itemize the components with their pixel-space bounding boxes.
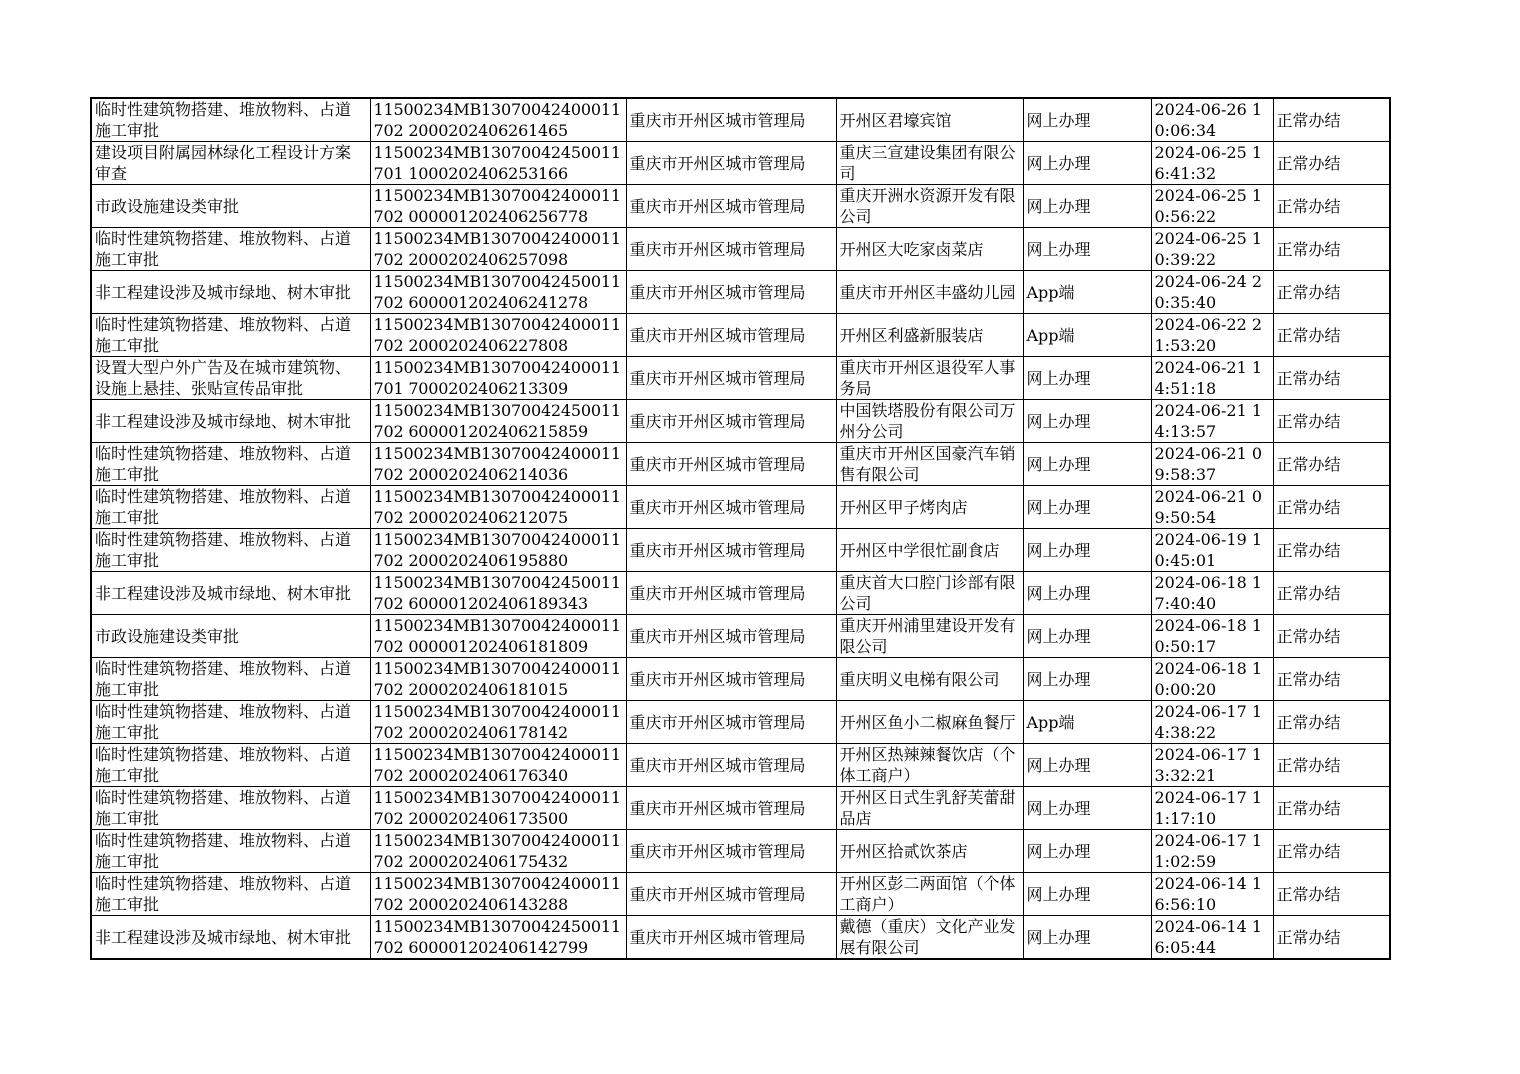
table-row — [91, 142, 1390, 185]
cell-case-number: 11500234MB13070042400011702 2000202406176340 — [370, 744, 626, 787]
cell-channel: 网上办理 — [1023, 228, 1151, 271]
table-row — [91, 314, 1390, 357]
cell-approval-item: 临时性建筑物搭建、堆放物料、占道施工审批 — [91, 443, 370, 486]
cell-status: 正常办结 — [1273, 701, 1390, 744]
cell-case-number: 11500234MB13070042400011702 2000202406181015 — [370, 658, 626, 701]
table-row — [91, 271, 1390, 314]
cell-applicant: 重庆市开州区国豪汽车销售有限公司 — [836, 443, 1023, 486]
cell-applicant: 开州区彭二两面馆（个体工商户） — [836, 873, 1023, 916]
cell-applicant: 开州区君壕宾馆 — [836, 98, 1023, 142]
cell-approval-item: 临时性建筑物搭建、堆放物料、占道施工审批 — [91, 701, 370, 744]
cell-department: 重庆市开州区城市管理局 — [626, 744, 836, 787]
cell-approval-item: 市政设施建设类审批 — [91, 185, 370, 228]
cell-channel: 网上办理 — [1023, 400, 1151, 443]
cell-applicant: 重庆首大口腔门诊部有限公司 — [836, 572, 1023, 615]
records-table — [90, 97, 1391, 960]
cell-channel: App端 — [1023, 701, 1151, 744]
cell-department: 重庆市开州区城市管理局 — [626, 443, 836, 486]
cell-case-number: 11500234MB13070042450011702 600001202406142799 — [370, 916, 626, 960]
table-row — [91, 744, 1390, 787]
cell-case-number: 11500234MB13070042400011702 2000202406175432 — [370, 830, 626, 873]
cell-department: 重庆市开州区城市管理局 — [626, 830, 836, 873]
cell-completion-time: 2024-06-21 14:51:18 — [1151, 357, 1273, 400]
cell-approval-item: 临时性建筑物搭建、堆放物料、占道施工审批 — [91, 873, 370, 916]
cell-completion-time: 2024-06-25 10:39:22 — [1151, 228, 1273, 271]
cell-channel: 网上办理 — [1023, 787, 1151, 830]
cell-status: 正常办结 — [1273, 357, 1390, 400]
cell-completion-time: 2024-06-14 16:05:44 — [1151, 916, 1273, 960]
cell-applicant: 中国铁塔股份有限公司万州分公司 — [836, 400, 1023, 443]
table-row — [91, 873, 1390, 916]
cell-completion-time: 2024-06-21 09:50:54 — [1151, 486, 1273, 529]
cell-channel: App端 — [1023, 314, 1151, 357]
cell-department: 重庆市开州区城市管理局 — [626, 271, 836, 314]
table-row — [91, 357, 1390, 400]
cell-applicant: 重庆市开州区退役军人事务局 — [836, 357, 1023, 400]
records-table-body — [91, 98, 1390, 959]
cell-completion-time: 2024-06-19 10:45:01 — [1151, 529, 1273, 572]
cell-channel: 网上办理 — [1023, 185, 1151, 228]
cell-channel: 网上办理 — [1023, 916, 1151, 960]
cell-status: 正常办结 — [1273, 443, 1390, 486]
cell-status: 正常办结 — [1273, 271, 1390, 314]
cell-completion-time: 2024-06-25 10:56:22 — [1151, 185, 1273, 228]
cell-department: 重庆市开州区城市管理局 — [626, 185, 836, 228]
cell-channel: 网上办理 — [1023, 658, 1151, 701]
cell-department: 重庆市开州区城市管理局 — [626, 357, 836, 400]
cell-status: 正常办结 — [1273, 529, 1390, 572]
cell-completion-time: 2024-06-17 11:02:59 — [1151, 830, 1273, 873]
cell-applicant: 开州区中学很忙副食店 — [836, 529, 1023, 572]
cell-completion-time: 2024-06-14 16:56:10 — [1151, 873, 1273, 916]
table-row — [91, 572, 1390, 615]
cell-case-number: 11500234MB13070042400011702 000001202406256778 — [370, 185, 626, 228]
cell-approval-item: 非工程建设涉及城市绿地、树木审批 — [91, 400, 370, 443]
cell-channel: 网上办理 — [1023, 443, 1151, 486]
cell-applicant: 开州区大吃家卤菜店 — [836, 228, 1023, 271]
cell-approval-item: 临时性建筑物搭建、堆放物料、占道施工审批 — [91, 98, 370, 142]
cell-department: 重庆市开州区城市管理局 — [626, 787, 836, 830]
cell-status: 正常办结 — [1273, 98, 1390, 142]
cell-department: 重庆市开州区城市管理局 — [626, 228, 836, 271]
cell-completion-time: 2024-06-21 14:13:57 — [1151, 400, 1273, 443]
table-row — [91, 185, 1390, 228]
cell-completion-time: 2024-06-17 14:38:22 — [1151, 701, 1273, 744]
cell-completion-time: 2024-06-21 09:58:37 — [1151, 443, 1273, 486]
cell-status: 正常办结 — [1273, 916, 1390, 960]
cell-applicant: 开州区鱼小二椒麻鱼餐厅 — [836, 701, 1023, 744]
table-row — [91, 615, 1390, 658]
cell-approval-item: 临时性建筑物搭建、堆放物料、占道施工审批 — [91, 744, 370, 787]
cell-department: 重庆市开州区城市管理局 — [626, 400, 836, 443]
cell-status: 正常办结 — [1273, 572, 1390, 615]
cell-case-number: 11500234MB13070042450011702 600001202406189343 — [370, 572, 626, 615]
cell-case-number: 11500234MB13070042400011702 2000202406212075 — [370, 486, 626, 529]
cell-channel: 网上办理 — [1023, 830, 1151, 873]
cell-department: 重庆市开州区城市管理局 — [626, 142, 836, 185]
cell-applicant: 重庆开洲水资源开发有限公司 — [836, 185, 1023, 228]
cell-department: 重庆市开州区城市管理局 — [626, 314, 836, 357]
table-row — [91, 701, 1390, 744]
cell-status: 正常办结 — [1273, 486, 1390, 529]
cell-channel: 网上办理 — [1023, 98, 1151, 142]
table-row — [91, 830, 1390, 873]
cell-case-number: 11500234MB13070042400011702 2000202406227808 — [370, 314, 626, 357]
cell-channel: 网上办理 — [1023, 486, 1151, 529]
cell-completion-time: 2024-06-17 13:32:21 — [1151, 744, 1273, 787]
cell-status: 正常办结 — [1273, 314, 1390, 357]
cell-applicant: 重庆明义电梯有限公司 — [836, 658, 1023, 701]
cell-approval-item: 市政设施建设类审批 — [91, 615, 370, 658]
table-row — [91, 916, 1390, 960]
table-row — [91, 486, 1390, 529]
cell-completion-time: 2024-06-25 16:41:32 — [1151, 142, 1273, 185]
cell-case-number: 11500234MB13070042400011702 2000202406195880 — [370, 529, 626, 572]
cell-department: 重庆市开州区城市管理局 — [626, 529, 836, 572]
cell-applicant: 重庆三宣建设集团有限公司 — [836, 142, 1023, 185]
cell-status: 正常办结 — [1273, 744, 1390, 787]
cell-applicant: 开州区利盛新服装店 — [836, 314, 1023, 357]
cell-applicant: 开州区甲子烤肉店 — [836, 486, 1023, 529]
table-row — [91, 228, 1390, 271]
cell-status: 正常办结 — [1273, 873, 1390, 916]
table-row — [91, 400, 1390, 443]
cell-approval-item: 非工程建设涉及城市绿地、树木审批 — [91, 916, 370, 960]
table-row — [91, 787, 1390, 830]
cell-status: 正常办结 — [1273, 787, 1390, 830]
cell-approval-item: 非工程建设涉及城市绿地、树木审批 — [91, 271, 370, 314]
cell-case-number: 11500234MB13070042450011701 1000202406253166 — [370, 142, 626, 185]
table-row — [91, 658, 1390, 701]
table-row — [91, 529, 1390, 572]
cell-status: 正常办结 — [1273, 185, 1390, 228]
cell-approval-item: 建设项目附属园林绿化工程设计方案审查 — [91, 142, 370, 185]
cell-channel: 网上办理 — [1023, 572, 1151, 615]
cell-department: 重庆市开州区城市管理局 — [626, 873, 836, 916]
cell-completion-time: 2024-06-17 11:17:10 — [1151, 787, 1273, 830]
cell-applicant: 重庆开州浦里建设开发有限公司 — [836, 615, 1023, 658]
cell-approval-item: 临时性建筑物搭建、堆放物料、占道施工审批 — [91, 228, 370, 271]
cell-department: 重庆市开州区城市管理局 — [626, 486, 836, 529]
cell-status: 正常办结 — [1273, 142, 1390, 185]
cell-channel: 网上办理 — [1023, 357, 1151, 400]
cell-completion-time: 2024-06-18 10:50:17 — [1151, 615, 1273, 658]
cell-department: 重庆市开州区城市管理局 — [626, 701, 836, 744]
cell-department: 重庆市开州区城市管理局 — [626, 98, 836, 142]
cell-approval-item: 临时性建筑物搭建、堆放物料、占道施工审批 — [91, 787, 370, 830]
cell-status: 正常办结 — [1273, 658, 1390, 701]
cell-case-number: 11500234MB13070042450011702 600001202406215859 — [370, 400, 626, 443]
cell-approval-item: 临时性建筑物搭建、堆放物料、占道施工审批 — [91, 486, 370, 529]
cell-case-number: 11500234MB13070042400011702 2000202406173500 — [370, 787, 626, 830]
cell-channel: App端 — [1023, 271, 1151, 314]
cell-applicant: 开州区热辣辣餐饮店（个体工商户） — [836, 744, 1023, 787]
cell-status: 正常办结 — [1273, 830, 1390, 873]
cell-completion-time: 2024-06-22 21:53:20 — [1151, 314, 1273, 357]
cell-case-number: 11500234MB13070042450011702 600001202406241278 — [370, 271, 626, 314]
cell-case-number: 11500234MB13070042400011702 2000202406257098 — [370, 228, 626, 271]
cell-case-number: 11500234MB13070042400011702 2000202406261465 — [370, 98, 626, 142]
cell-case-number: 11500234MB13070042400011702 2000202406214036 — [370, 443, 626, 486]
cell-approval-item: 设置大型户外广告及在城市建筑物、设施上悬挂、张贴宣传品审批 — [91, 357, 370, 400]
cell-approval-item: 临时性建筑物搭建、堆放物料、占道施工审批 — [91, 830, 370, 873]
cell-department: 重庆市开州区城市管理局 — [626, 615, 836, 658]
cell-status: 正常办结 — [1273, 228, 1390, 271]
cell-case-number: 11500234MB13070042400011702 2000202406178142 — [370, 701, 626, 744]
cell-applicant: 重庆市开州区丰盛幼儿园 — [836, 271, 1023, 314]
table-row — [91, 443, 1390, 486]
cell-completion-time: 2024-06-18 10:00:20 — [1151, 658, 1273, 701]
cell-channel: 网上办理 — [1023, 873, 1151, 916]
cell-applicant: 戴德（重庆）文化产业发展有限公司 — [836, 916, 1023, 960]
cell-approval-item: 临时性建筑物搭建、堆放物料、占道施工审批 — [91, 314, 370, 357]
cell-approval-item: 非工程建设涉及城市绿地、树木审批 — [91, 572, 370, 615]
cell-department: 重庆市开州区城市管理局 — [626, 916, 836, 960]
cell-status: 正常办结 — [1273, 400, 1390, 443]
cell-case-number: 11500234MB13070042400011701 7000202406213309 — [370, 357, 626, 400]
cell-completion-time: 2024-06-18 17:40:40 — [1151, 572, 1273, 615]
cell-channel: 网上办理 — [1023, 615, 1151, 658]
cell-status: 正常办结 — [1273, 615, 1390, 658]
cell-channel: 网上办理 — [1023, 142, 1151, 185]
cell-case-number: 11500234MB13070042400011702 2000202406143288 — [370, 873, 626, 916]
cell-channel: 网上办理 — [1023, 744, 1151, 787]
cell-approval-item: 临时性建筑物搭建、堆放物料、占道施工审批 — [91, 529, 370, 572]
cell-department: 重庆市开州区城市管理局 — [626, 572, 836, 615]
cell-channel: 网上办理 — [1023, 529, 1151, 572]
table-row — [91, 98, 1390, 142]
cell-approval-item: 临时性建筑物搭建、堆放物料、占道施工审批 — [91, 658, 370, 701]
cell-applicant: 开州区日式生乳舒芙蕾甜品店 — [836, 787, 1023, 830]
cell-applicant: 开州区拾贰饮茶店 — [836, 830, 1023, 873]
cell-department: 重庆市开州区城市管理局 — [626, 658, 836, 701]
cell-completion-time: 2024-06-24 20:35:40 — [1151, 271, 1273, 314]
cell-case-number: 11500234MB13070042400011702 000001202406181809 — [370, 615, 626, 658]
cell-completion-time: 2024-06-26 10:06:34 — [1151, 98, 1273, 142]
